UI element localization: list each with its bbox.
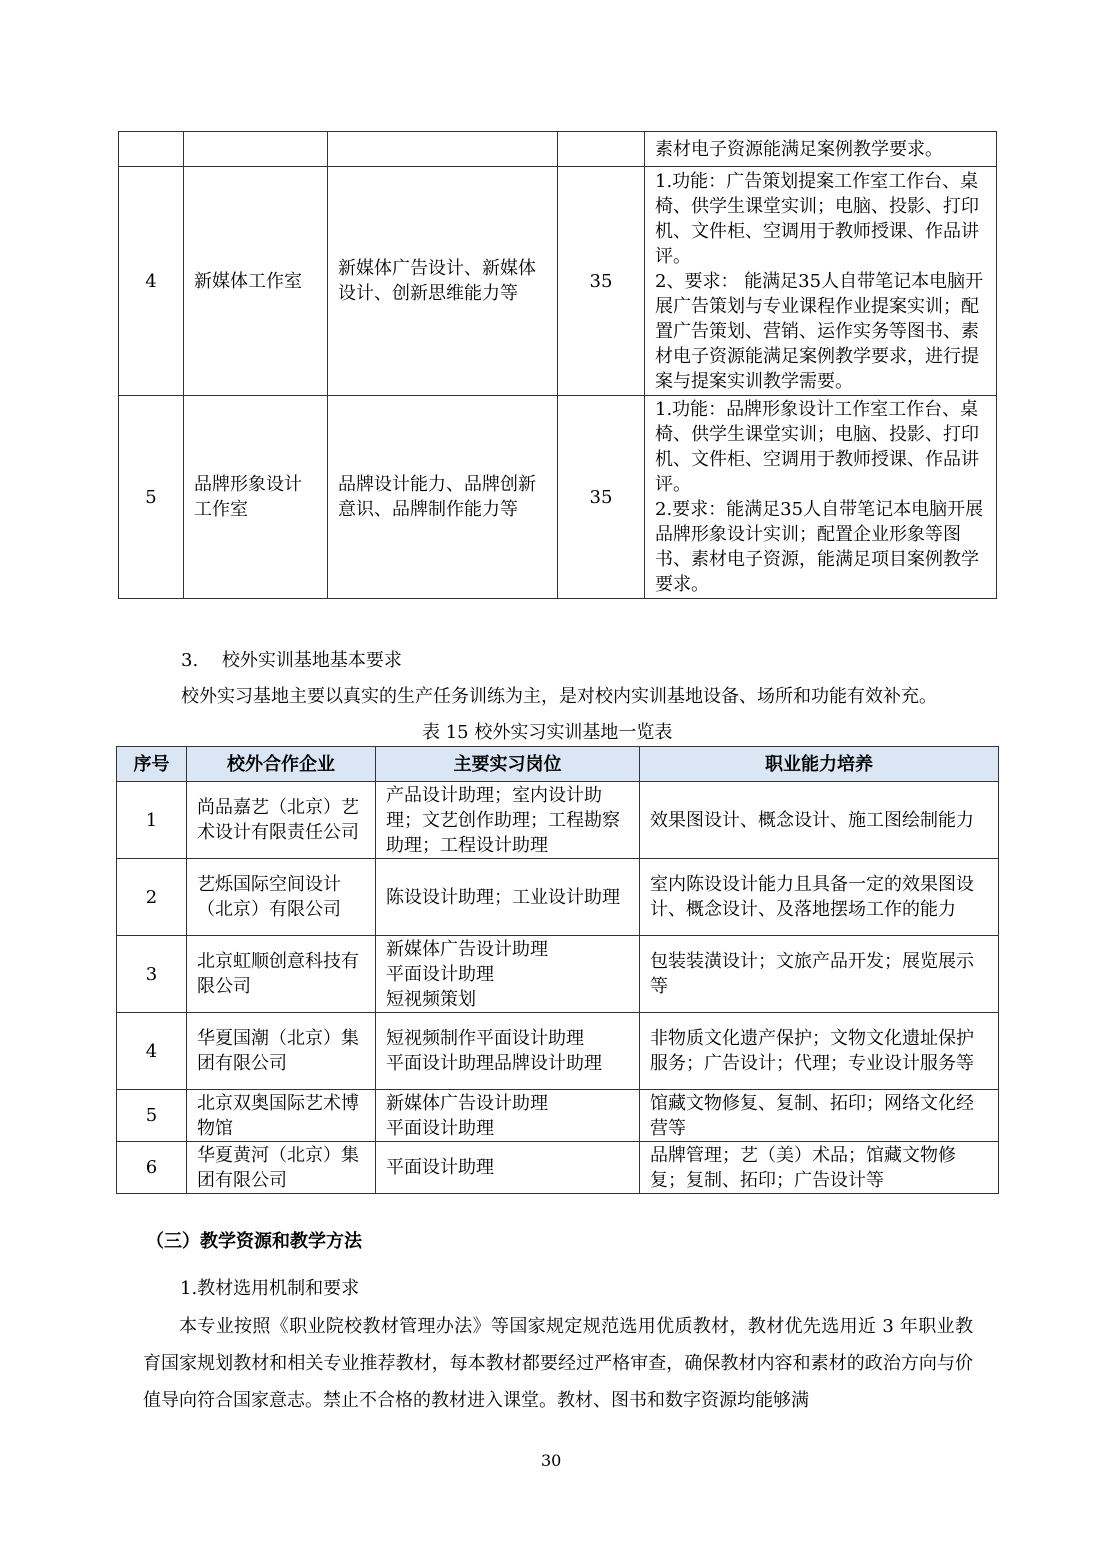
capacity: 35 [558, 396, 645, 599]
table-row [117, 859, 999, 936]
room-name [184, 132, 328, 167]
internship-posts: 新媒体广告设计助理 平面设计助理 [376, 1090, 640, 1142]
row-number: 3 [117, 936, 187, 1013]
row-number: 5 [117, 1090, 187, 1142]
company-name: 华夏黄河（北京）集团有限公司 [187, 1142, 376, 1194]
ability-training: 效果图设计、概念设计、施工图绘制能力 [640, 782, 999, 859]
header-company: 校外合作企业 [187, 747, 376, 782]
body-paragraph: 本专业按照《职业院校教材管理办法》等国家规定规范选用优质教材，教材优先选用近 3 年职业教育国家规划教材和相关专业推荐教材，每本教材都要经过严格审查，确保教材内容和素材的政治方向与价值导向符合国家意志。禁止不合格的教材进入课堂。教材、图书和数字资源均能够满 [143, 1316, 973, 1411]
course-list: 品牌设计能力、品牌创新意识、品牌制作能力等 [328, 396, 558, 599]
company-name: 北京双奥国际艺术博物馆 [187, 1090, 376, 1142]
row-number: 1 [117, 782, 187, 859]
requirements: 1.功能：品牌形象设计工作室工作台、桌椅、供学生课堂实训；电脑、投影、打印机、文件柜、空调用于教师授课、作品讲评。 2.要求：能满足35人自带笔记本电脑开展品牌形象设计实训；配置企业形象等图书、素材电子资源，能满足项目案例教学要求。 [645, 396, 997, 599]
ability-training: 包装装潢设计；文旅产品开发；展览展示等 [640, 936, 999, 1013]
row-number: 4 [117, 1013, 187, 1090]
row-number [119, 132, 184, 167]
header-no: 序号 [117, 747, 187, 782]
row-number: 2 [117, 859, 187, 936]
internship-posts: 平面设计助理 [376, 1142, 640, 1194]
table-row [117, 1090, 999, 1142]
room-name: 新媒体工作室 [184, 167, 328, 396]
company-name: 华夏国潮（北京）集团有限公司 [187, 1013, 376, 1090]
header-posts: 主要实习岗位 [376, 747, 640, 782]
internship-posts: 新媒体广告设计助理 平面设计助理 短视频策划 [376, 936, 640, 1013]
internship-posts: 陈设设计助理；工业设计助理 [376, 859, 640, 936]
table-row [117, 936, 999, 1013]
requirements: 素材电子资源能满足案例教学要求。 [645, 132, 997, 167]
table-header-row [117, 747, 999, 782]
table-row [119, 396, 997, 599]
row-number: 5 [119, 396, 184, 599]
section-heading-3: 3. 校外实训基地基本要求 [181, 650, 402, 671]
section-intro: 校外实习基地主要以真实的生产任务训练为主，是对校内实训基地设备、场所和功能有效补充。 [181, 686, 937, 707]
row-number: 4 [119, 167, 184, 396]
ability-training: 非物质文化遗产保护；文物文化遗址保护服务；广告设计；代理；专业设计服务等 [640, 1013, 999, 1090]
company-name: 北京虹顺创意科技有限公司 [187, 936, 376, 1013]
page-number: 30 [541, 1451, 562, 1470]
on-campus-training-table [118, 131, 997, 599]
company-name: 尚品嘉艺（北京）艺术设计有限责任公司 [187, 782, 376, 859]
course-list: 新媒体广告设计、新媒体设计、创新思维能力等 [328, 167, 558, 396]
section-heading-three: （三）教学资源和教学方法 [146, 1231, 362, 1252]
row-number: 6 [117, 1142, 187, 1194]
room-name: 品牌形象设计工作室 [184, 396, 328, 599]
subsection-heading: 1.教材选用机制和要求 [180, 1278, 360, 1299]
internship-posts: 产品设计助理；室内设计助理；文艺创作助理；工程勘察助理；工程设计助理 [376, 782, 640, 859]
table-row [119, 132, 997, 167]
ability-training: 品牌管理；艺（美）术品；馆藏文物修复；复制、拓印；广告设计等 [640, 1142, 999, 1194]
table-caption: 表 15 校外实习实训基地一览表 [422, 722, 673, 743]
header-ability: 职业能力培养 [640, 747, 999, 782]
requirements: 1.功能：广告策划提案工作室工作台、桌椅、供学生课堂实训；电脑、投影、打印机、文件柜、空调用于教师授课、作品讲评。 2、要求： 能满足35人自带笔记本电脑开展广告策划与专业课程作业提案实训；配置广告策划、营销、运作实务等图书、素材电子资源能满足案例教学要求，进行提案与提案实训教学需要。 [645, 167, 997, 396]
company-name: 艺烁国际空间设计（北京）有限公司 [187, 859, 376, 936]
capacity [558, 132, 645, 167]
table-row [117, 1142, 999, 1194]
capacity: 35 [558, 167, 645, 396]
table-row [117, 1013, 999, 1090]
table-row [119, 167, 997, 396]
ability-training: 馆藏文物修复、复制、拓印；网络文化经营等 [640, 1090, 999, 1142]
table-row [117, 782, 999, 859]
internship-posts: 短视频制作平面设计助理 平面设计助理品牌设计助理 [376, 1013, 640, 1090]
off-campus-base-table [116, 746, 999, 1194]
ability-training: 室内陈设设计能力且具备一定的效果图设计、概念设计、及落地摆场工作的能力 [640, 859, 999, 936]
course-list [328, 132, 558, 167]
